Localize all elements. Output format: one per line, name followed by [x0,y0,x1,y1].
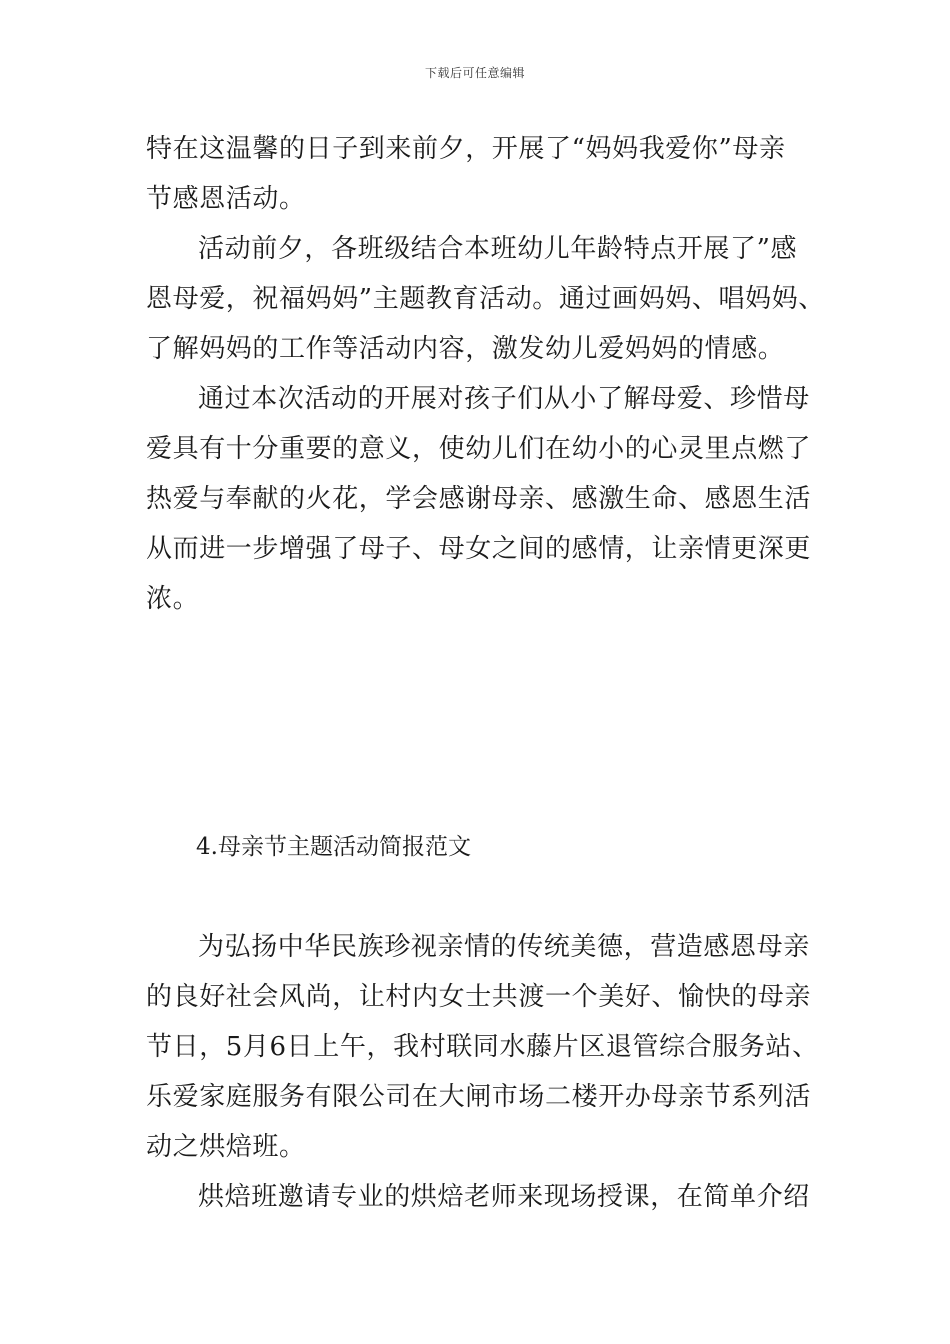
paragraph-line: 乐爱家庭服务有限公司在大闸市场二楼开办母亲节系列活 [146,1082,812,1112]
paragraph-line: 恩母爱，祝福妈妈”主题教育活动。通过画妈妈、唱妈妈、 [146,284,825,314]
paragraph-line: 通过本次活动的开展对孩子们从小了解母爱、珍惜母 [198,384,810,414]
paragraph-line: 热爱与奉献的火花，学会感谢母亲、感激生命、感恩生活 [146,484,812,514]
paragraph-line: 为弘扬中华民族珍视亲情的传统美德，营造感恩母亲 [198,932,810,962]
paragraph-line: 节感恩活动。 [146,184,306,214]
section-heading: 4.母亲节主题活动简报范文 [196,834,471,860]
paragraph-line: 浓。 [146,584,200,614]
paragraph-line: 烘焙班邀请专业的烘焙老师来现场授课，在简单介绍 [198,1182,810,1212]
paragraph-line: 节日，5月6日上午，我村联同水藤片区退管综合服务站、 [146,1032,819,1062]
paragraph-line: 动之烘焙班。 [146,1132,306,1162]
paragraph-line: 的良好社会风尚，让村内女士共渡一个美好、愉快的母亲 [146,982,812,1012]
paragraph-line: 爱具有十分重要的意义，使幼儿们在幼小的心灵里点燃了 [146,434,812,464]
paragraph-line: 活动前夕，各班级结合本班幼儿年龄特点开展了”感 [198,234,798,264]
page-header: 下载后可任意编辑 [424,66,525,80]
paragraph-line: 从而进一步增强了母子、母女之间的感情，让亲情更深更 [146,534,812,564]
paragraph-line: 了解妈妈的工作等活动内容，激发幼儿爱妈妈的情感。 [146,334,785,364]
paragraph-line: 特在这温馨的日子到来前夕，开展了“妈妈我爱你”母亲 [146,134,786,164]
